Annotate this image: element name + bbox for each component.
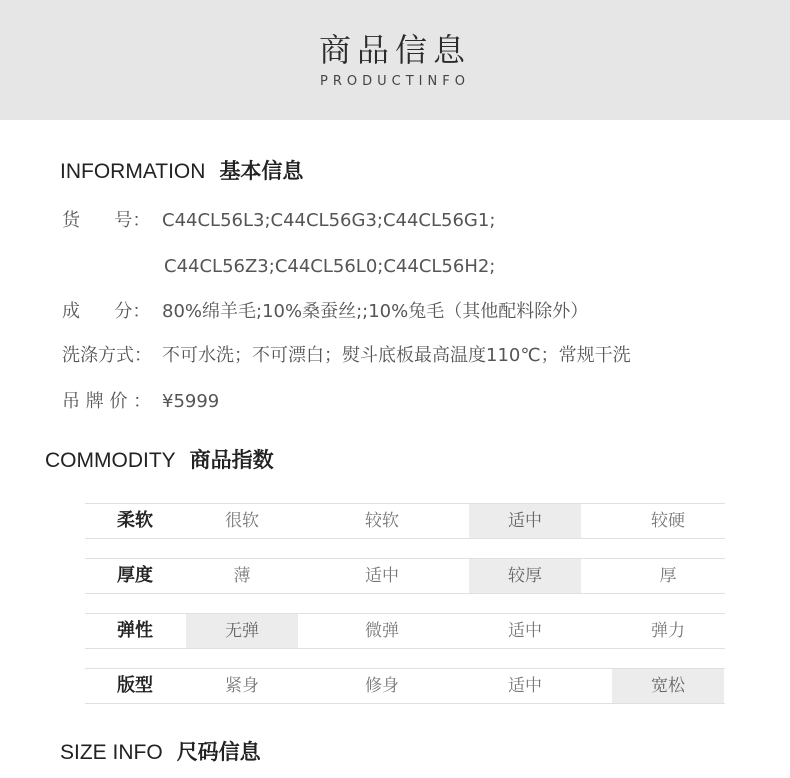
size-info-section-title [60,739,261,767]
info-value: 80%绵羊毛;10%桑蚕丝;;10%兔毛（其他配料除外） [162,301,589,322]
commodity-title-cn: 商品指数 [189,449,274,472]
commodity-row-label: 柔软 [117,510,153,531]
page-subtitle: PRODUCTINFO [320,74,470,89]
commodity-row [85,668,725,704]
info-row-sku [62,206,495,236]
commodity-row [85,558,725,594]
info-label: 货 号： [62,210,151,231]
page-title: 商品信息 [318,31,471,69]
commodity-option: 紧身 [225,676,259,696]
commodity-option: 较硬 [651,511,685,531]
info-value: ¥5999 [162,391,220,412]
info-label: 洗涤方式： [62,345,152,366]
commodity-option: 适中 [365,566,399,586]
size-info-title-cn: 尺码信息 [176,741,261,764]
commodity-row-label: 版型 [117,675,153,696]
page-header [0,0,790,120]
commodity-option: 适中 [508,676,542,696]
information-title-en: INFORMATION [60,160,206,183]
info-label: 吊 牌 价 ： [62,391,152,412]
commodity-option-selected: 宽松 [612,669,724,703]
commodity-row [85,613,725,649]
commodity-option: 薄 [233,566,251,586]
commodity-row-label: 厚度 [117,565,153,586]
commodity-option: 弹力 [651,621,685,641]
information-title-cn: 基本信息 [219,160,304,183]
info-row-price [62,387,219,417]
info-label: 成 分： [62,301,151,322]
commodity-option-selected: 较厚 [469,559,581,593]
info-value: C44CL56L3;C44CL56G3;C44CL56G1; [162,210,496,231]
commodity-option: 修身 [365,676,399,696]
info-row-sku-continued: C44CL56Z3;C44CL56L0;C44CL56H2; [164,256,496,277]
commodity-row [85,503,725,539]
size-info-title-en: SIZE INFO [60,741,163,764]
commodity-option-selected: 无弹 [186,614,298,648]
commodity-option: 较软 [365,511,399,531]
commodity-option: 厚 [659,566,677,586]
info-row-composition [62,297,588,327]
information-section-title [60,158,303,186]
commodity-option: 适中 [508,621,542,641]
commodity-section-title [45,447,274,475]
commodity-row-label: 弹性 [117,620,153,641]
commodity-option: 微弹 [365,621,399,641]
info-value: 不可水洗；不可漂白；熨斗底板最高温度110℃；常规干洗 [162,345,631,366]
commodity-option: 很软 [225,511,259,531]
commodity-title-en: COMMODITY [45,449,176,472]
commodity-option-selected: 适中 [469,504,581,538]
info-row-care [62,341,631,371]
